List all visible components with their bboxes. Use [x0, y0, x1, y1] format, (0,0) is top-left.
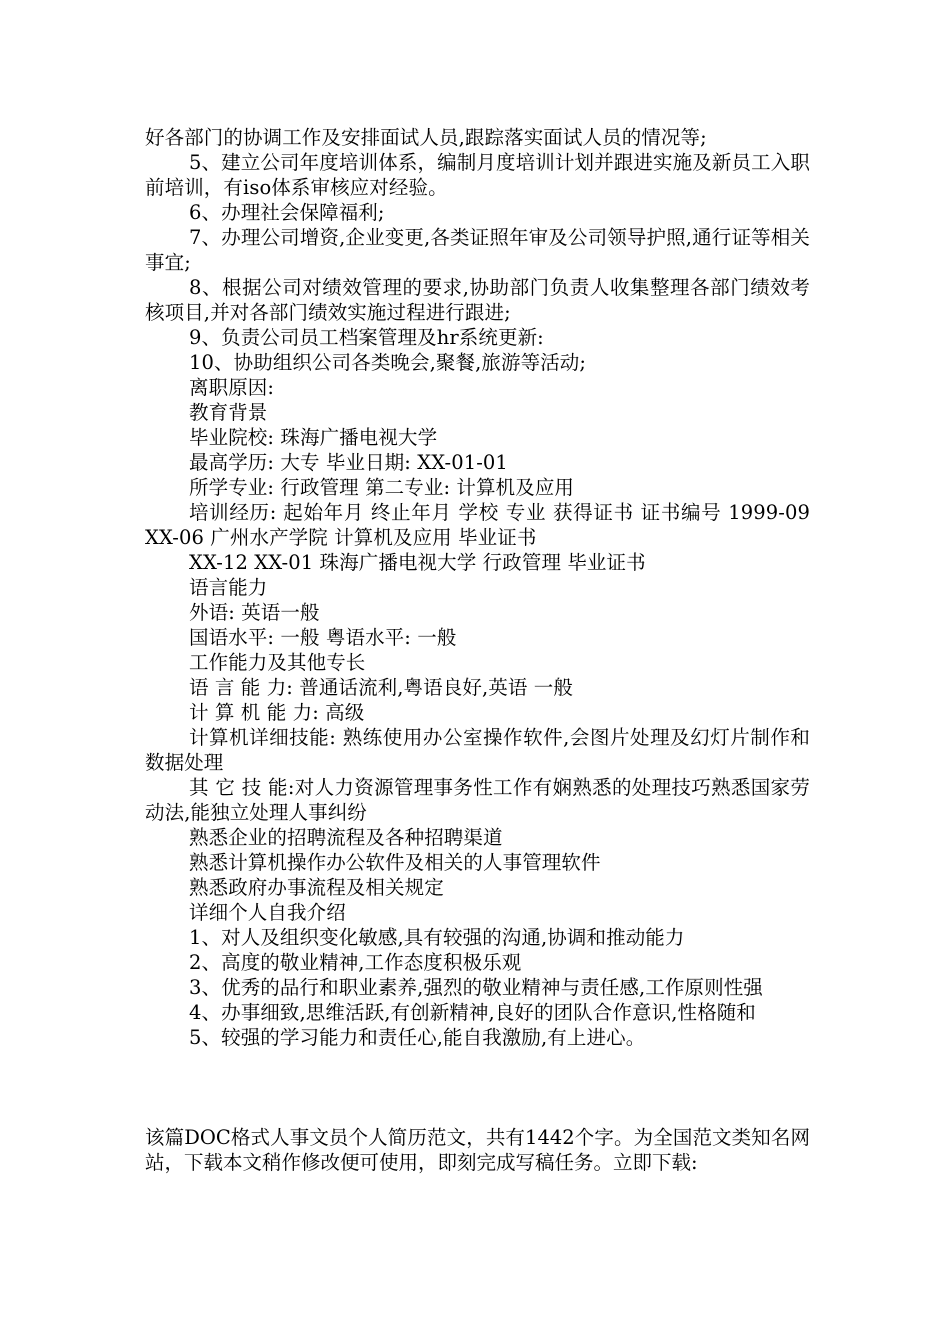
text-line: 8、根据公司对绩效管理的要求,协助部门负责人收集整理各部门绩效考核项目,并对各部门绩效实施过程进行跟进;: [145, 276, 810, 324]
text-line: 6、办理社会保障福利;: [189, 201, 385, 224]
text-line: 其 它 技 能:对人力资源管理事务性工作有娴熟悉的处理技巧熟悉国家劳动法,能独立处理人事纠纷: [145, 776, 810, 824]
text-line: 9、负责公司员工档案管理及hr系统更新:: [189, 326, 544, 349]
section-heading: 教育背景: [189, 401, 268, 424]
text-line: 好各部门的协调工作及安排面试人员,跟踪落实面试人员的情况等;: [145, 126, 707, 149]
text-line: 计算机详细技能: 熟练使用办公室操作软件,会图片处理及幻灯片制作和数据处理: [145, 726, 810, 774]
text-line: 最高学历: 大专 毕业日期: XX-01-01: [189, 451, 508, 474]
text-line: 外语: 英语一般: [189, 601, 320, 624]
text-line: 2、高度的敬业精神,工作态度积极乐观: [189, 951, 522, 974]
text-line: 3、优秀的品行和职业素养,强烈的敬业精神与责任感,工作原则性强: [189, 976, 763, 999]
text-line: 离职原因:: [189, 376, 275, 399]
text-line: 计 算 机 能 力: 高级: [189, 701, 365, 724]
section-heading: 语言能力: [189, 576, 268, 599]
text-line: 10、协助组织公司各类晚会,聚餐,旅游等活动;: [189, 351, 587, 374]
text-line: 语 言 能 力: 普通话流利,粤语良好,英语 一般: [189, 676, 573, 699]
text-line: 熟悉企业的招聘流程及各种招聘渠道: [189, 826, 503, 849]
text-line: 熟悉计算机操作办公软件及相关的人事管理软件: [189, 851, 601, 874]
text-line: 毕业院校: 珠海广播电视大学: [189, 426, 438, 449]
text-line: 7、办理公司增资,企业变更,各类证照年审及公司领导护照,通行证等相关事宜;: [145, 226, 810, 274]
section-heading: 工作能力及其他专长: [189, 651, 366, 674]
text-line: 所学专业: 行政管理 第二专业: 计算机及应用: [189, 476, 575, 499]
text-line: 5、建立公司年度培训体系，编制月度培训计划并跟进实施及新员工入职前培训，有iso体系审核应对经验。: [145, 151, 810, 199]
download-note: 该篇DOC格式人事文员个人简历范文，共有1442个字。为全国范文类知名网站，下载本文稍作修改便可使用，即刻完成写稿任务。立即下载:: [145, 1126, 810, 1174]
text-line: 培训经历: 起始年月 终止年月 学校 专业 获得证书 证书编号 1999-09 XX-06 广州水产学院 计算机及应用 毕业证书: [145, 501, 810, 549]
text-line: 国语水平: 一般 粤语水平: 一般: [189, 626, 457, 649]
text-line: 1、对人及组织变化敏感,具有较强的沟通,协调和推动能力: [189, 926, 685, 949]
text-line: 5、较强的学习能力和责任心,能自我激励,有上进心。: [189, 1026, 646, 1049]
resume-body: [145, 125, 810, 1050]
section-heading: 详细个人自我介绍: [189, 901, 346, 924]
text-line: 熟悉政府办事流程及相关规定: [189, 876, 444, 899]
text-line: 4、办事细致,思维活跃,有创新精神,良好的团队合作意识,性格随和: [189, 1001, 756, 1024]
text-line: XX-12 XX-01 珠海广播电视大学 行政管理 毕业证书: [189, 551, 646, 574]
